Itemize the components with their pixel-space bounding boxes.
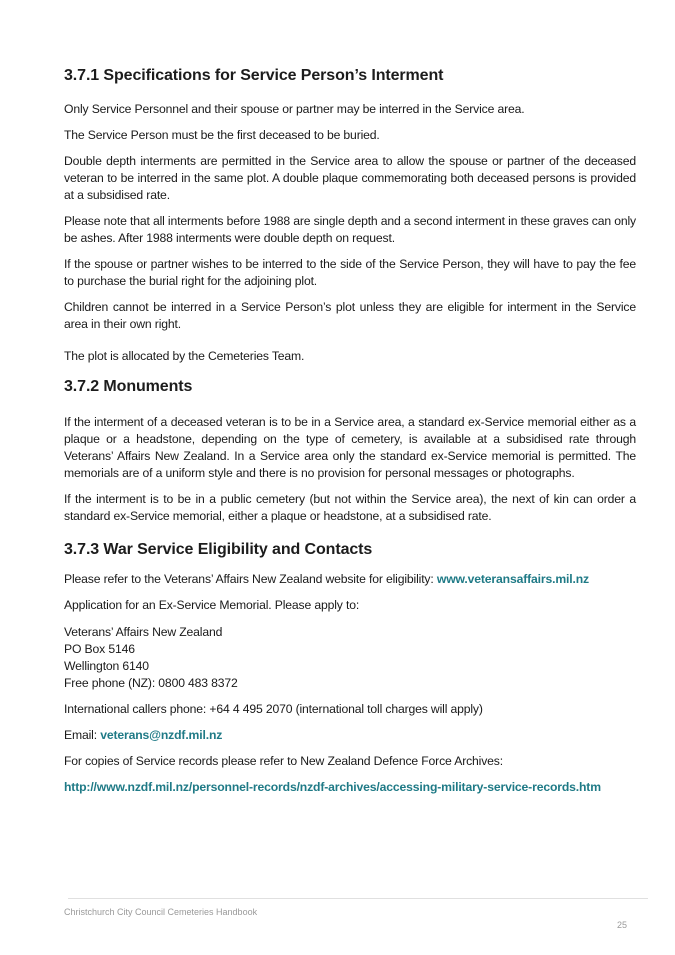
email-link[interactable]: veterans@nzdf.mil.nz [100, 728, 223, 742]
email-paragraph [64, 727, 636, 744]
paragraph: Double depth interments are permitted in the Service area to allow the spouse or partner of the deceased veteran to be interred in the same plot. A double plaque commemorating both deceased persons is provided at a subsidised rate. [64, 154, 636, 202]
paragraph: If the interment is to be in a public cemetery (but not within the Service area), the next of kin can order a standard ex-Service memorial, either a plaque or headstone, at a subsidised rate. [64, 492, 636, 523]
paragraph: If the interment of a deceased veteran is to be in a Service area, a standard ex-Service memorial either as a plaque or a headstone, depending on the type of cemetery, is available at a subsidised rate through Veterans’ Affairs New Zealand. In a Service area only the standard ex-Service memorial is permitted. The memorials are of a uniform style and there is no provision for personal messages or photographs. [64, 415, 636, 480]
address-line: Wellington 6140 [64, 659, 149, 673]
address-line: Free phone (NZ): 0800 483 8372 [64, 676, 238, 690]
records-text: For copies of Service records please refer to New Zealand Defence Force Archives: [64, 754, 503, 768]
section-heading-interment: 3.7.1 Specifications for Service Person’s Interment [64, 67, 444, 84]
records-paragraph [64, 779, 636, 796]
section-heading-eligibility: 3.7.3 War Service Eligibility and Contacts [64, 541, 373, 558]
footer-title: Christchurch City Council Cemeteries Handbook [64, 907, 258, 917]
veterans-affairs-link[interactable]: www.veteransaffairs.mil.nz [436, 572, 589, 586]
paragraph: The Service Person must be the first deceased to be buried. [64, 128, 380, 142]
paragraph: Please note that all interments before 1988 are single depth and a second interment in these graves can only be ashes. After 1988 interments were double depth on request. [64, 214, 636, 245]
footer-divider [68, 898, 648, 899]
eligibility-text: Please refer to the Veterans’ Affairs New Zealand website for eligibility: [64, 572, 437, 586]
international-phone: International callers phone: +64 4 495 2070 (international toll charges will apply) [64, 702, 483, 716]
postal-address [64, 624, 636, 692]
records-link[interactable]: http://www.nzdf.mil.nz/personnel-records/nzdf-archives/accessing-military-service-records.htm [64, 780, 601, 794]
address-line: Veterans’ Affairs New Zealand [64, 625, 223, 639]
address-line: PO Box 5146 [64, 642, 135, 656]
paragraph: Children cannot be interred in a Service Person’s plot unless they are eligible for interment in the Service area in their own right. [64, 300, 636, 331]
eligibility-paragraph [64, 571, 636, 588]
page-content [64, 64, 636, 796]
paragraph: If the spouse or partner wishes to be interred to the side of the Service Person, they will have to pay the fee to purchase the burial right for the adjoining plot. [64, 257, 636, 288]
paragraph: Only Service Personnel and their spouse or partner may be interred in the Service area. [64, 102, 525, 116]
paragraph: The plot is allocated by the Cemeteries Team. [64, 349, 305, 363]
application-text: Application for an Ex-Service Memorial. Please apply to: [64, 598, 360, 612]
section-heading-monuments: 3.7.2 Monuments [64, 378, 193, 395]
email-label: Email: [64, 728, 101, 742]
page-number: 25 [617, 920, 628, 930]
